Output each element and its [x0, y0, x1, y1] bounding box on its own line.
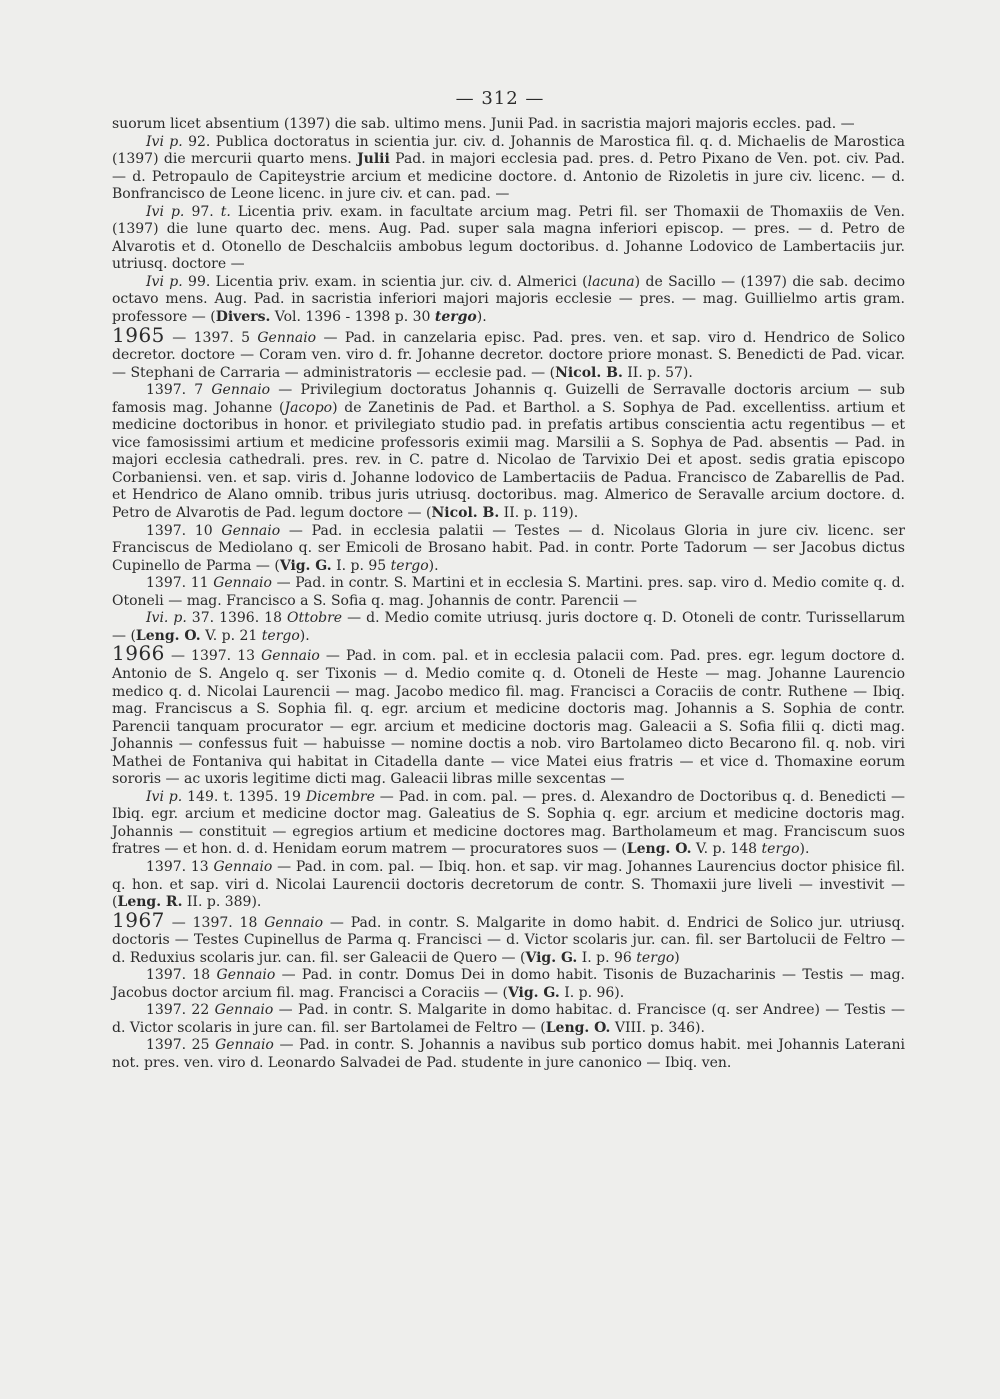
text-segment: II. p. 119).: [499, 505, 579, 522]
text-segment: Nicol. B.: [431, 505, 500, 522]
paragraph-p02: [112, 134, 905, 204]
paragraph-p10: [112, 641, 905, 788]
document-number: 1965: [112, 322, 165, 347]
text-segment: Divers.: [215, 309, 271, 326]
text-segment: — Pad. in contr. S. Martini et in ecclesia S. Martini. pres. sap. viro d. Medio comite q. d. Otoneli — mag. Francisco a S. Sofia q. mag. Johannis de contr. Parencii —: [112, 575, 906, 609]
paragraph-p13: [112, 907, 905, 968]
text-segment: Ivi p.: [146, 203, 185, 220]
document-body: [112, 116, 905, 1073]
text-segment: — Pad. in ecclesia palatii — Testes — d. Nicolaus Gloria in jure civ. licenc. ser Franciscus de Mediolano q. ser Emicoli de Brosano habit. Pad. in contr. Porte Tadorum — ser Jacobus dictus Cupinello de Parma — (: [112, 522, 905, 574]
paragraph-p15: [112, 1002, 905, 1037]
paragraph-p14: [112, 967, 905, 1002]
text-segment: Gennaio: [221, 522, 281, 539]
text-segment: VIII. p. 346).: [610, 1019, 705, 1036]
text-segment: Vig. G.: [525, 949, 578, 966]
text-segment: ) de Sacillo — (1397) die sab. decimo octavo mens. Aug. Pad. in sacristia inferiori majori majoris ecclesie — pres. — mag. Guillielmo artis gram. professore — (: [112, 273, 906, 326]
text-segment: I. p. 96).: [559, 984, 625, 1001]
text-segment: Gennaio: [213, 858, 273, 875]
text-segment: 149. t. 1395. 19: [182, 788, 306, 805]
text-segment: — 1397. 13: [164, 648, 262, 665]
text-segment: lacuna: [587, 273, 635, 290]
paragraph-p08: [112, 575, 905, 610]
text-segment: Nicol. B.: [555, 364, 623, 381]
text-segment: 92. Publica doctoratus in scientia jur. civ. d. Johannis de Marostica fil. q. d. Michaelis de Marostica (1397) die mercurii quarto mens.: [112, 133, 906, 168]
text-segment: 1397. 11: [146, 575, 214, 592]
text-segment: Vig. G.: [507, 984, 560, 1001]
page-number: — 312 —: [455, 88, 545, 109]
text-segment: Ivi p.: [146, 273, 183, 290]
paragraph-p09: [112, 610, 905, 645]
text-segment: Gennaio: [214, 1002, 274, 1019]
text-segment: Pad. in majori ecclesia pad. pres. d. Petro Pixano de Ven. pot. civ. Pad. — d. Petropaulo de Capiteystrie arcium et medicine doctore. d. Antonio de Rizoletis in jure civ. licenc. — d. Bonfrancisco de Leone licenc. in jure civ. et can. pad. —: [112, 151, 905, 203]
text-segment: Gennaio: [215, 1037, 274, 1054]
text-segment: ): [674, 949, 680, 966]
paragraph-p03: [112, 204, 905, 274]
text-segment: Leng. O.: [626, 841, 692, 858]
text-segment: 1397. 7: [146, 382, 212, 399]
text-segment: — 1397. 18: [164, 914, 265, 931]
text-segment: ).: [799, 841, 810, 858]
text-segment: V. p. 21: [200, 627, 262, 644]
text-segment: Ivi p.: [146, 788, 183, 805]
text-segment: — 1397. 5: [164, 329, 258, 346]
text-segment: Licentia priv. exam. in facultate arcium mag. Petri fil. ser Thomaxii de Thomaxiis de Ven. (1397) die lune quarto dec. mens. Aug. Pad. super sala magna inferiori episcop. — pres. — d. Petro de Alvarotis et d. Otonello de Deschalciis ambobus legum doctoribus. d. Johanne Lodovico de Lambertaciis jur. utriusq. doctore —: [112, 203, 906, 273]
text-segment: suorum licet absentium (1397) die sab. ultimo mens. Junii Pad. in sacristia majori majoris eccles. pad. —: [112, 116, 855, 132]
text-segment: 1397. 18: [146, 967, 217, 984]
text-segment: Gennaio: [261, 648, 320, 665]
text-segment: tergo: [434, 309, 477, 326]
paragraph-p16: [112, 1037, 905, 1072]
paragraph-p05: [112, 322, 905, 383]
text-segment: 1397. 25: [146, 1037, 216, 1054]
text-segment: Gennaio: [211, 382, 271, 399]
text-segment: 1397. 22: [146, 1002, 215, 1019]
paragraph-p12: [112, 859, 905, 912]
text-segment: — Pad. in canzelaria episc. Pad. pres. ven. et sap. viro d. Hendrico de Solico decretor. doctore — Coram ven. viro d. fr. Johanne decretor. doctore priore monast. S. Benedicti de Pad. vicar. — Stephani de Carraria — administratoris — ecclesie pad. — (: [112, 329, 905, 381]
text-segment: — Pad. in com. pal. — pres. d. Alexandro de Doctoribus q. d. Benedicti — Ibiq. egr. arcium et medicine doctor mag. Galeatius de S. Sophia q. egr. arcium et medicine doctoris mag. Johannis — constituit — egregios artium et medicine doctores mag. Bartholameum et mag. Franciscum suos fratres — et hon. d. d. Henidam eorum matrem — procuratores suos — (: [112, 788, 905, 858]
text-segment: Leng. O.: [545, 1019, 611, 1036]
text-segment: 1397. 10: [146, 522, 222, 539]
text-segment: — d. Medio comite utriusq. juris doctore q. D. Otoneli de contr. Turissellarum — (: [112, 610, 905, 644]
text-segment: I. p. 95: [331, 557, 391, 574]
text-segment: Gennaio: [257, 329, 317, 346]
text-segment: — Pad. in contr. Domus Dei in domo habit. Tisonis de Buzacharinis — Testis — mag. Jacobus doctor arcium fil. mag. Francisci a Coraciis — (: [112, 967, 905, 1001]
text-segment: Vol. 1396 - 1398 p. 30: [270, 309, 435, 326]
text-segment: 99. Licentia priv. exam. in scientia jur. civ. d. Almerici (: [182, 273, 588, 290]
text-segment: II. p. 57).: [622, 364, 693, 381]
text-segment: II. p. 389).: [182, 894, 262, 911]
text-segment: 97.: [184, 203, 221, 220]
text-segment: 37. 1396. 18: [186, 610, 287, 627]
text-segment: Leng. R.: [117, 894, 183, 911]
text-segment: Gennaio: [216, 967, 276, 984]
text-segment: — Pad. in contr. S. Johannis a navibus sub portico domus habit. mei Johannis Laterani not. pres. ven. viro d. Leonardo Salvadei de Pad. studente in jure canonico — Ibiq. ven.: [112, 1037, 905, 1071]
text-segment: Jacopo: [284, 399, 333, 416]
paragraph-p04: [112, 274, 905, 327]
text-segment: t.: [220, 203, 231, 220]
text-segment: Gennaio: [264, 914, 324, 931]
text-segment: V. p. 148: [691, 841, 762, 858]
text-segment: Dicembre: [305, 788, 375, 805]
document-number: 1966: [112, 641, 165, 666]
text-segment: Julii: [357, 151, 390, 168]
text-segment: 1397. 13: [146, 858, 214, 875]
paragraph-p07: [112, 523, 905, 576]
text-segment: — Privilegium doctoratus Johannis q. Guizelli de Serravalle doctoris arcium — sub famosis mag. Johanne (: [112, 382, 905, 416]
text-segment: Ivi p.: [146, 133, 183, 150]
text-segment: tergo: [261, 627, 300, 644]
text-segment: tergo: [390, 557, 429, 574]
paragraph-p11: [112, 789, 905, 859]
text-segment: ).: [476, 309, 487, 326]
text-segment: Leng. O.: [135, 627, 201, 644]
text-segment: — Pad. in contr. S. Malgarite in domo habitac. d. Francisce (q. ser Andree) — Testis — d. Victor scolaris in jure can. fil. ser Bartolamei de Feltro — (: [112, 1002, 905, 1036]
text-segment: Gennaio: [213, 575, 272, 592]
text-segment: I. p. 96: [577, 949, 637, 966]
text-segment: — Pad. in contr. S. Malgarite in domo habit. d. Endrici de Solico jur. utriusq. doctoris — Testes Cupinellus de Parma q. Francisci — d. Victor scolaris jur. can. fil. ser Bartolucii de Feltro — d. Reduxius scolaris jur. can. fil. ser Galeacii de Quero — (: [112, 914, 905, 966]
text-segment: tergo: [761, 841, 800, 858]
text-segment: ) de Zanetinis de Pad. et Barthol. a S. Sophya de Pad. excellentiss. artium et medicine doctoribus in honor. et privilegiato studio pad. in prefatis artibus conscientia actu regentibus — et vice famosissimi artium et medicine professoris eximii mag. Marsilii a S. Sophya de Pad. absentis — Pad. in majori ecclesia cathedrali. pres. rev. in C. patre d. Nicolao de Tarvixio Dei et apost. sedis gratia episcopo Corbaniensi. ven. et sap. viris d. Johanne lodovico de Lambertaciis de Padua. Francisco de Zabarellis de Pad. et Hendrico de Alano omnib. tribus juris utriusq. doctoribus. mag. Almerico de Seravalle arcium doctore. d. Petro de Alvarotis de Pad. legum doctore — (: [112, 399, 905, 522]
document-number: 1967: [112, 907, 165, 932]
text-segment: tergo: [636, 949, 675, 966]
text-segment: Ottobre: [286, 610, 343, 627]
paragraph-p01: [112, 116, 905, 134]
text-segment: ).: [428, 557, 439, 574]
text-segment: Ivi. p.: [146, 610, 187, 627]
text-segment: — Pad. in com. pal. — Ibiq. hon. et sap. vir mag. Johannes Laurencius doctor phisice fil. q. hon. et sap. viri d. Nicolai Laurencii doctoris decretorum de contr. S. Thomaxii jure liveli — investivit — (: [112, 858, 905, 911]
text-segment: ).: [299, 627, 310, 644]
text-segment: — Pad. in com. pal. et in ecclesia palacii com. Pad. pres. egr. legum doctore d. Antonio de S. Angelo q. ser Tixonis — d. Medio comite q. d. Otoneli de Heste — mag. Johanne Laurencio medico q. d. Nicolai Laurencii — mag. Jacobo medico fil. mag. Francisci a Coraciis de contr. Ruthene — Ibiq. mag. Franciscus a S. Sophia fil. q. egr. arcium et medicine doctoris mag. Johannis a S. Sophia de contr. Parencii tanquam procurator — egr. arcium et medicine doctoris mag. Galeacii a S. Sofia filii q. dicti mag. Johannis — confessus fuit — habuisse — nomine doctis a nob. viro Bartolameo dicto Becarono fil. q. nob. viri Mathei de Fontaniva qui habitat in Citadella dante — vice Matei eius fratris — et vice d. Thomaxine eorum sororis — ac uxoris legitime dicti mag. Galeacii libras mille sexcentas —: [112, 648, 905, 788]
text-segment: Vig. G.: [279, 557, 332, 574]
paragraph-p06: [112, 382, 905, 522]
